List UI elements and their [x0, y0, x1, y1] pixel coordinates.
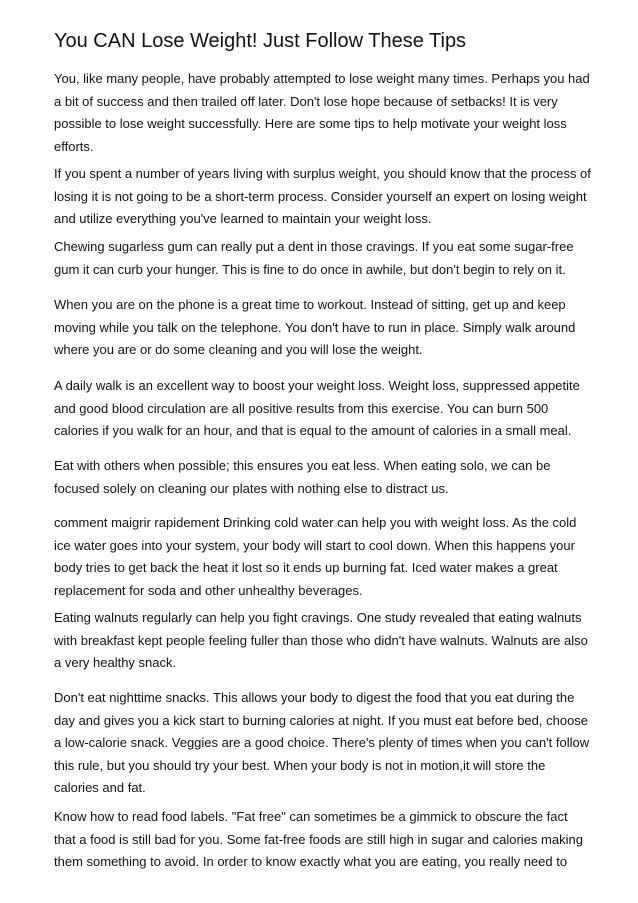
- paragraph-intro: You, like many people, have probably attempted to lose weight many times. Perhaps you had a bit of success and then trailed off later. Don't lose hope because of setbacks! It is very possible to lose weight successfully. Here are some tips to help motivate your weight loss efforts.: [54, 71, 590, 154]
- paragraph-food-labels: Know how to read food labels. "Fat free" can sometimes be a gimmick to obscure the fact that a food is still bad for you. Some fat-free foods are still high in sugar and calories making them something to avoid. In order to know exactly what you are eating, you really need to: [54, 809, 583, 869]
- paragraph-nighttime-snacks: Don't eat nighttime snacks. This allows your body to digest the food that you eat during the day and gives you a kick start to burning calories at night. If you must eat before bed, choose a low-calorie snack. Veggies are a good choice. There's plenty of times when you can't follow this rule, but you should try your best. When your body is not in motion,it will store the calories and fat.: [54, 690, 590, 795]
- document-title: You CAN Lose Weight! Just Follow These Tips: [54, 30, 467, 52]
- paragraph-phone-workout: When you are on the phone is a great time to workout. Instead of sitting, get up and keep moving while you talk on the telephone. You don't have to run in place. Simply walk around where you are or do some cleaning and you will lose the weight.: [54, 297, 576, 357]
- paragraph-walnuts: Eating walnuts regularly can help you fight cravings. One study revealed that eating walnuts with breakfast kept people feeling fuller than those who didn't have walnuts. Walnuts are also a very healthy snack.: [54, 610, 588, 670]
- paragraph-long-term-process: If you spent a number of years living with surplus weight, you should know that the process of losing it is not going to be a short-term process. Consider yourself an expert on losing weight and utilize everything you've learned to maintain your weight loss.: [54, 166, 591, 226]
- document-page: [54, 0, 592, 903]
- paragraph-daily-walk: A daily walk is an excellent way to boost your weight loss. Weight loss, suppressed appetite and good blood circulation are all positive results from this exercise. You can burn 500 calories if you walk for an hour, and that is equal to the amount of calories in a small meal.: [54, 378, 580, 438]
- paragraph-eat-with-others: Eat with others when possible; this ensures you eat less. When eating solo, we can be focused solely on cleaning our plates with nothing else to distract us.: [54, 458, 551, 496]
- paragraph-sugarless-gum: Chewing sugarless gum can really put a dent in those cravings. If you eat some sugar-free gum it can curb your hunger. This is fine to do once in awhile, but don't begin to rely on it.: [54, 239, 574, 277]
- paragraph-cold-water: comment maigrir rapidement Drinking cold water can help you with weight loss. As the cold ice water goes into your system, your body will start to cool down. When this happens your body tries to get back the heat it lost so it ends up burning fat. Iced water makes a great replacement for soda and other unhealthy beverages.: [54, 515, 577, 598]
